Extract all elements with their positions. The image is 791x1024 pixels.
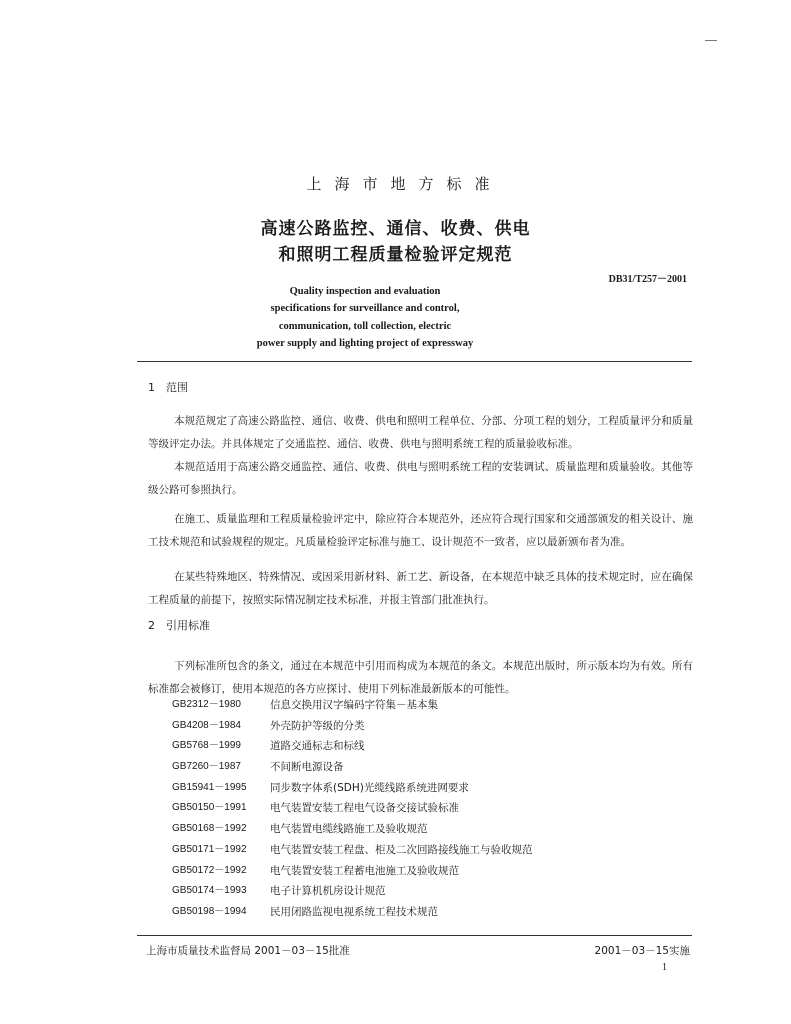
reference-row <box>172 798 692 819</box>
english-title-line: specifications for surveillance and control, <box>270 303 460 314</box>
page-number: 1 <box>662 962 667 973</box>
reference-code: GB50171－1992 <box>172 843 247 855</box>
header-divider <box>137 361 692 362</box>
reference-code: GB50150－1991 <box>172 802 247 814</box>
reference-code: GB50174－1993 <box>172 885 247 897</box>
reference-name: 同步数字体系(SDH)光缆线路系统进网要求 <box>270 781 469 794</box>
paragraph: 在施工、质量监理和工程质量检验评定中，除应符合本规范外，还应符合现行国家和交通部颁发的相关设计、施工技术规范和试验规程的规定。凡质量检验评定标准与施工、设计规范不一致者，应以最新颁布者为准。 <box>148 513 693 548</box>
reference-name: 信息交换用汉字编码字符集－基本集 <box>270 699 438 711</box>
reference-code: GB50198－1994 <box>172 905 247 917</box>
reference-row <box>172 881 692 902</box>
reference-name: 电气装置安装工程盘、柜及二次回路接线施工与验收规范 <box>270 843 533 856</box>
section-1-title: 1 范围 <box>148 381 188 394</box>
reference-code: GB2312－1980 <box>172 699 241 710</box>
reference-code: GB50168－1992 <box>172 823 247 835</box>
english-title-line: Quality inspection and evaluation <box>289 286 441 297</box>
reference-standards-list <box>172 695 692 923</box>
reference-row <box>172 716 692 737</box>
footer-divider <box>137 935 692 936</box>
reference-row <box>172 861 692 882</box>
reference-row <box>172 757 692 778</box>
section-2-title: 2 引用标准 <box>148 619 210 632</box>
reference-row <box>172 819 692 840</box>
paragraph: 在某些特殊地区、特殊情况、或因采用新材料、新工艺、新设备，在本规范中缺乏具体的技术规定时，应在确保工程质量的前提下，按照实际情况制定技术标准，并报主管部门批准执行。 <box>148 571 693 606</box>
reference-name: 电气装置安装工程蓄电池施工及验收规范 <box>270 864 459 877</box>
paragraph: 本规范适用于高速公路交通监控、通信、收费、供电与照明系统工程的安装调试、质量监理和质量验收。其他等级公路可参照执行。 <box>148 461 693 496</box>
document-title-line2: 和照明工程质量检验评定规范 <box>278 245 513 265</box>
approval-note: 上海市质量技术监督局 2001－03－15批准 <box>146 945 350 957</box>
reference-name: 电气装置电缆线路施工及验收规范 <box>270 823 428 836</box>
reference-row <box>172 902 692 923</box>
reference-code: GB50172－1992 <box>172 864 247 876</box>
reference-code: GB4208－1984 <box>172 719 241 731</box>
scan-corner-mark <box>705 40 717 41</box>
document-number: DB31/T257－2001 <box>608 274 687 285</box>
reference-row <box>172 840 692 861</box>
reference-name: 电子计算机机房设计规范 <box>270 885 386 898</box>
reference-row <box>172 778 692 799</box>
reference-code: GB7260－1987 <box>172 761 241 773</box>
document-title-line1: 高速公路监控、通信、收费、供电 <box>260 219 531 239</box>
reference-row <box>172 695 692 716</box>
english-title-line: power supply and lighting project of expressway <box>256 338 474 349</box>
reference-name: 道路交通标志和标线 <box>270 740 365 753</box>
reference-name: 外壳防护等级的分类 <box>270 719 365 732</box>
english-title-line: communication, toll collection, electric <box>278 321 452 332</box>
reference-code: GB5768－1999 <box>172 740 241 752</box>
reference-row <box>172 736 692 757</box>
paragraph: 本规范规定了高速公路监控、通信、收费、供电和照明工程单位、分部、分项工程的划分，工程质量评分和质量等级评定办法。并具体规定了交通监控、通信、收费、供电与照明系统工程的质量验收标准。 <box>148 415 693 450</box>
implementation-date: 2001－03－15实施 <box>594 945 690 957</box>
reference-code: GB15941－1995 <box>172 781 247 793</box>
reference-name: 民用闭路监视电视系统工程技术规范 <box>270 905 438 918</box>
reference-name: 电气装置安装工程电气设备交接试验标准 <box>270 802 459 815</box>
standard-type-heading: 上海市地方标准 <box>306 175 503 193</box>
reference-name: 不间断电源设备 <box>270 761 344 774</box>
paragraph: 下列标准所包含的条文，通过在本规范中引用而构成为本规范的条文。本规范出版时，所示版本均为有效。所有标准都会被修订，使用本规范的各方应探讨、使用下列标准最新版本的可能性。 <box>148 660 693 695</box>
